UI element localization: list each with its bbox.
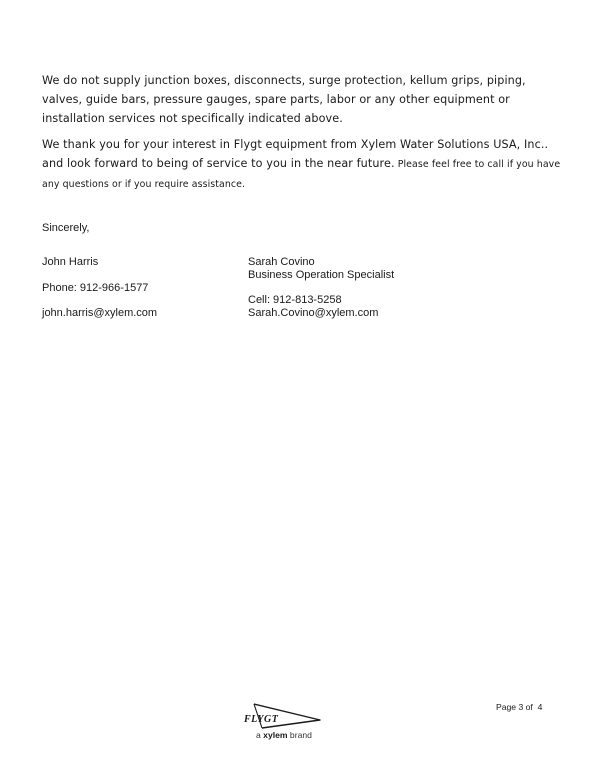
signatory-right-title: Business Operation Specialist — [248, 269, 395, 281]
brand-name: xylem — [263, 730, 288, 740]
scope-exclusions-paragraph: We do not supply junction boxes, disconnects, surge protection, kellum grips, piping, valves, guide bars, pressure gauges, spare parts, labor or any other equipment or installation services not specifically indicated above. — [42, 74, 526, 125]
signatory-left-phone: Phone: 912-966-1577 — [42, 282, 149, 294]
brand-prefix: a — [256, 730, 264, 740]
signatory-left-name: John Harris — [42, 256, 99, 268]
signatory-right-email: Sarah.Covino@xylem.com — [248, 307, 379, 319]
brand-suffix: brand — [287, 730, 312, 740]
logo-wordmark: FLYGT — [244, 714, 279, 725]
closing-salutation: Sincerely, — [42, 222, 90, 234]
thank-you-paragraph — [42, 135, 562, 194]
signatory-right-name: Sarah Covino — [248, 256, 315, 268]
signatory-left-email: john.harris@xylem.com — [42, 307, 158, 319]
contact-invitation-text: Please feel free to call if you have any questions or if you require assistance. — [42, 159, 561, 190]
thank-you-text: We thank you for your interest in Flygt equipment from Xylem Water Solutions USA, Inc.. and look forward to being of service to you in the near future. — [42, 138, 549, 170]
signatory-right-cell: Cell: 912-813-5258 — [248, 294, 342, 306]
brand-tagline — [256, 730, 312, 740]
page-number: Page 3 of 4 — [496, 702, 543, 712]
